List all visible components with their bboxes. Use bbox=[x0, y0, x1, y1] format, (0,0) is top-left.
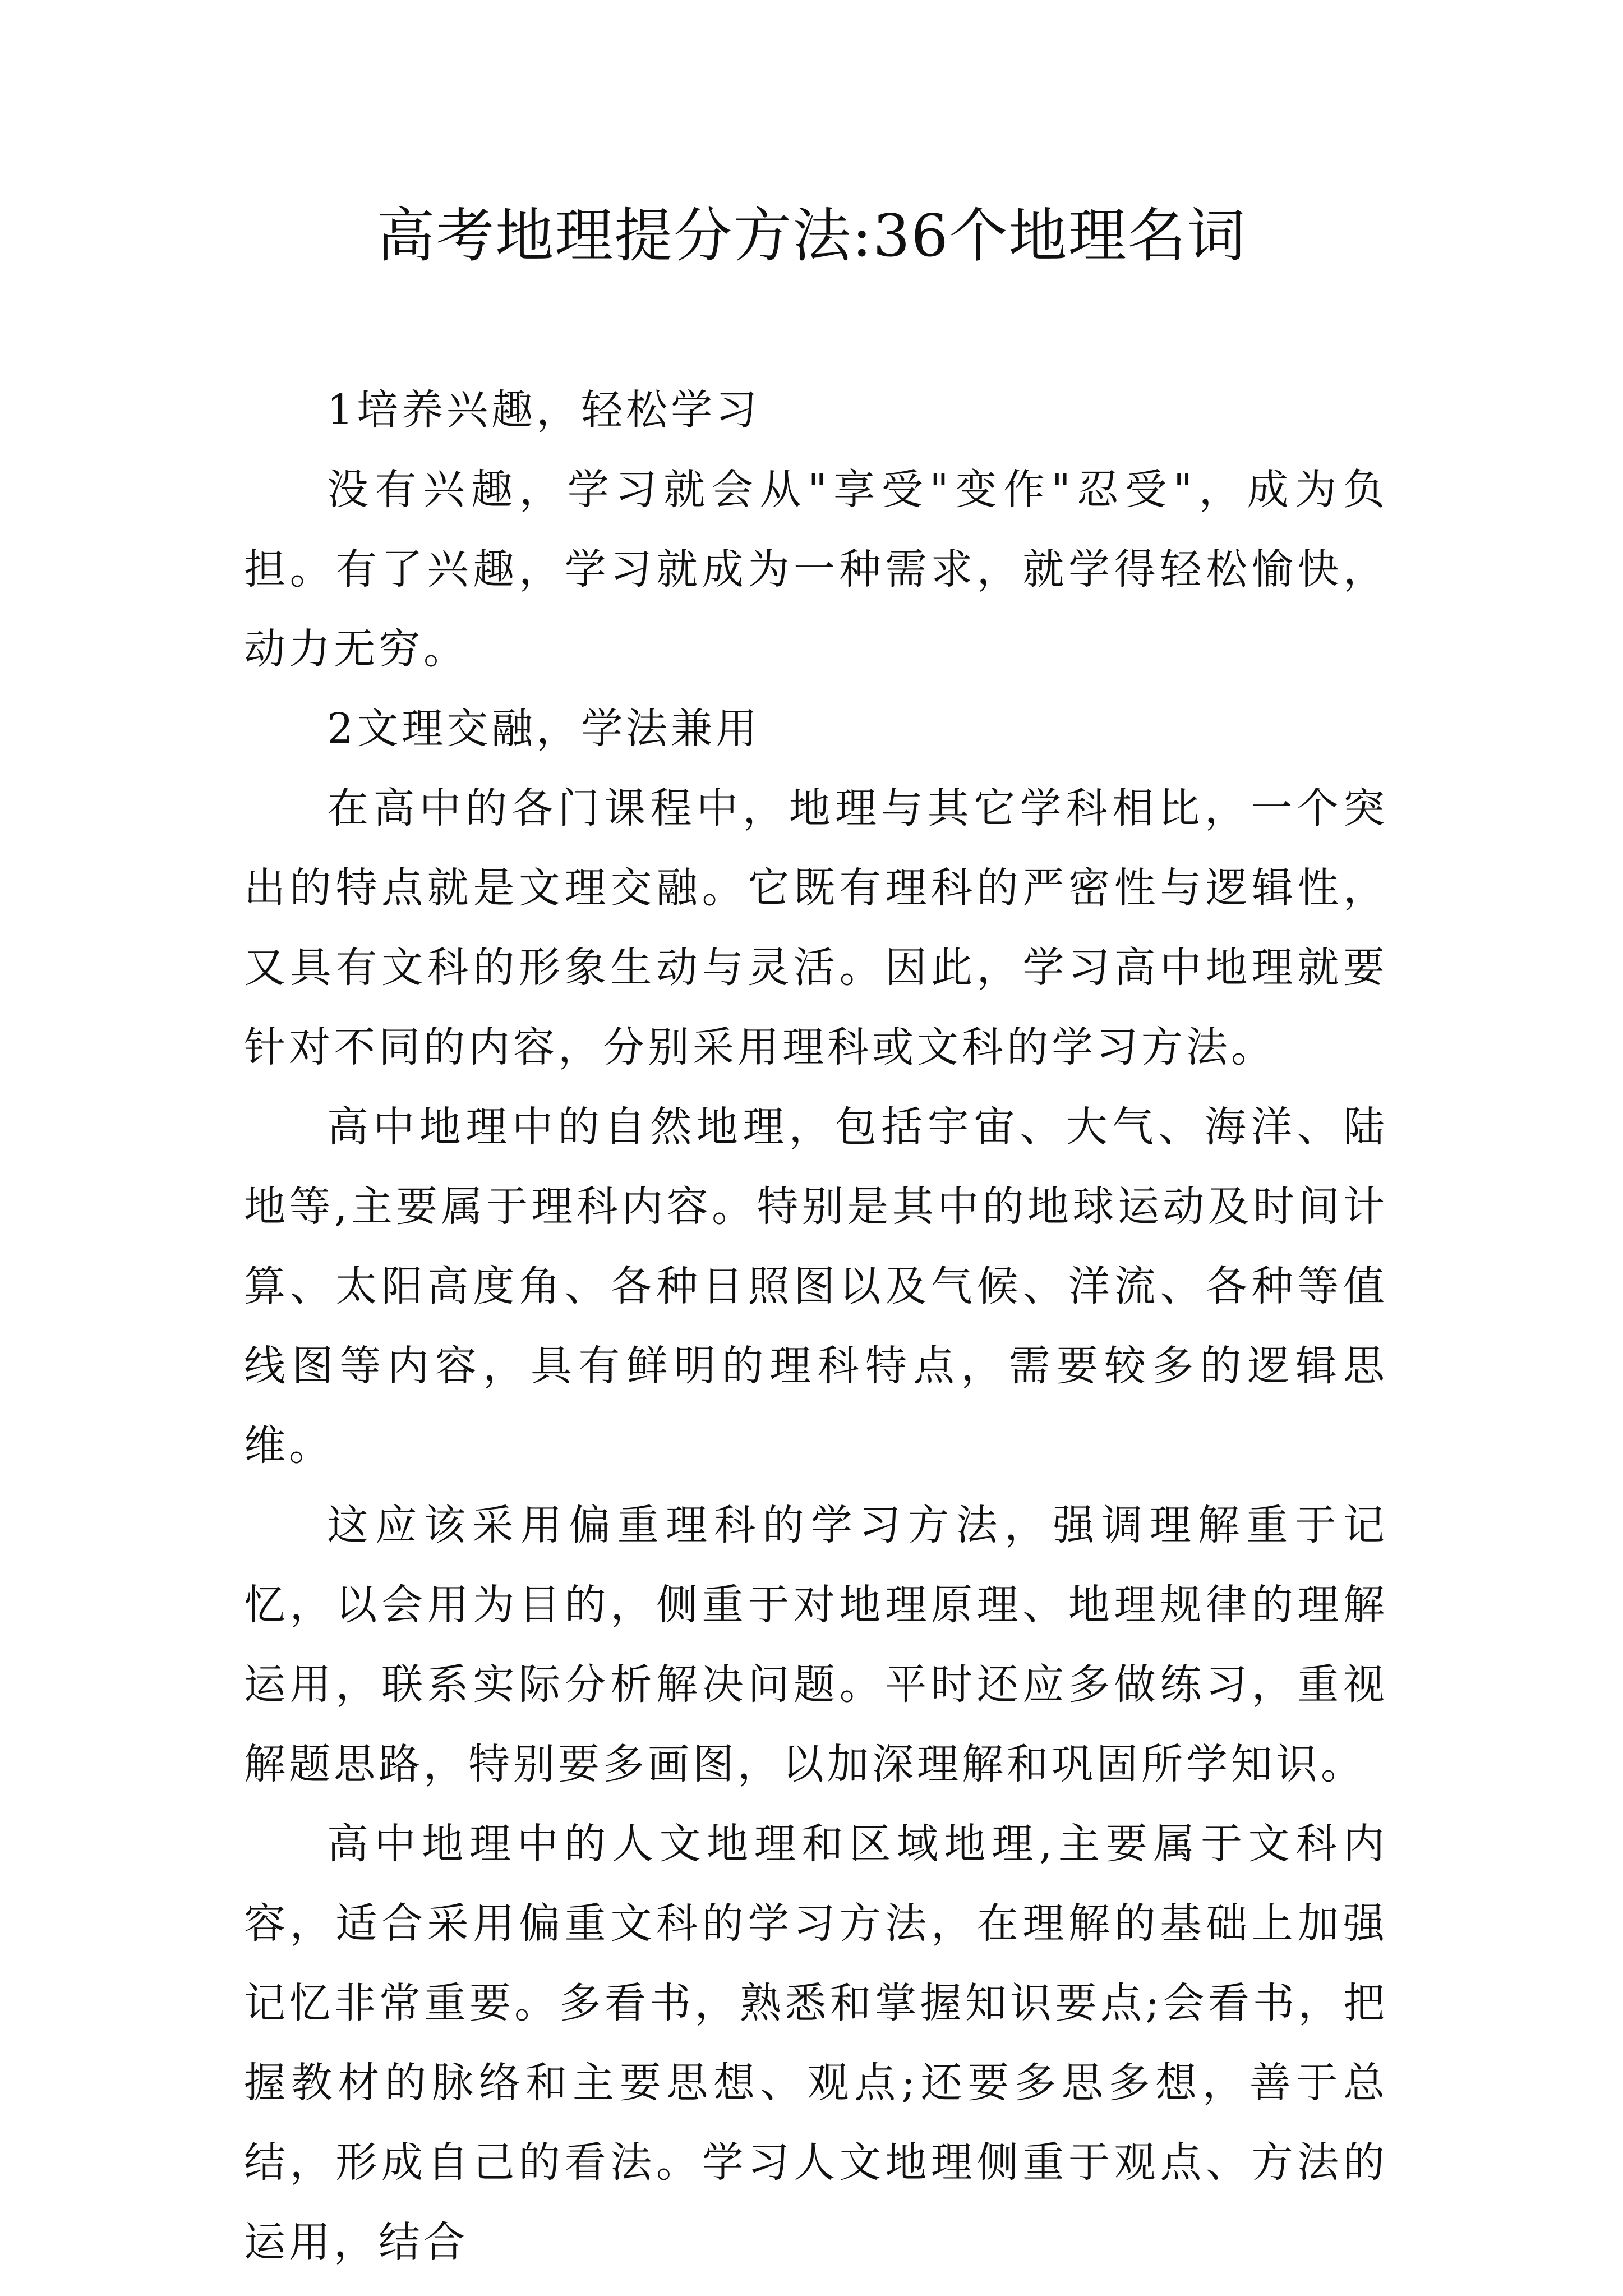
section-heading-1: 1培养兴趣，轻松学习 bbox=[327, 386, 761, 434]
paragraph-interest: 没有兴趣，学习就会从"享受"变作"忍受"，成为负担。有了兴趣，学习就成为一种需求，就学得轻松愉快，动力无穷。 bbox=[244, 466, 1388, 673]
paragraph-integration: 在高中的各门课程中，地理与其它学科相比，一个突出的特点就是文理交融。它既有理科的严密性与逻辑性，又具有文科的形象生动与灵活。因此，学习高中地理就要针对不同的内容，分别采用理科或文科的学习方法。 bbox=[244, 784, 1388, 1071]
paragraph-human-geography: 高中地理中的人文地理和区域地理,主要属于文科内容，适合采用偏重文科的学习方法，在理解的基础上加强记忆非常重要。多看书，熟悉和掌握知识要点;会看书，把握教材的脉络和主要思想、观点;还要多思多想，善于总结，形成自己的看法。学习人文地理侧重于观点、方法的运用，结合 bbox=[244, 1820, 1388, 2266]
section-heading-2: 2文理交融，学法兼用 bbox=[327, 705, 761, 753]
document-title: 高考地理提分方法:36个地理名词 bbox=[376, 201, 1247, 270]
paragraph-science-method: 这应该采用偏重理科的学习方法，强调理解重于记忆，以会用为目的，侧重于对地理原理、地理规律的理解运用，联系实际分析解决问题。平时还应多做练习，重视解题思路，特别要多画图，以加深理解和巩固所学知识。 bbox=[244, 1501, 1388, 1788]
document-body bbox=[244, 370, 1388, 2282]
paragraph-physical-geography: 高中地理中的自然地理，包括宇宙、大气、海洋、陆地等,主要属于理科内容。特别是其中的地球运动及时间计算、太阳高度角、各种日照图以及气候、洋流、各种等值线图等内容，具有鲜明的理科特点，需要较多的逻辑思维。 bbox=[244, 1103, 1388, 1470]
